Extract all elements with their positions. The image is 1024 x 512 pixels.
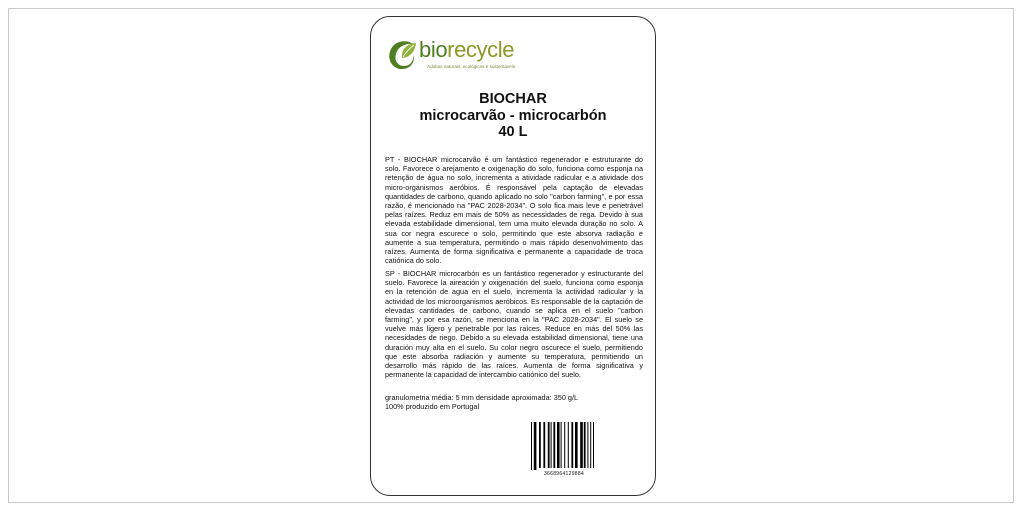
barcode-bar bbox=[557, 422, 560, 468]
barcode-bar bbox=[575, 422, 578, 468]
barcode-bar bbox=[561, 422, 562, 468]
product-volume: 40 L bbox=[498, 124, 528, 140]
barcode-bar bbox=[571, 422, 573, 468]
brand-tagline: Adubos naturais, ecológicos e sustentáveis bbox=[427, 64, 516, 69]
barcode-bar bbox=[587, 422, 588, 468]
barcode-bar bbox=[553, 422, 555, 468]
barcode-bar bbox=[543, 422, 545, 468]
description-pt: PT - BIOCHAR microcarvão é um fantástico regenerador e estruturante do solo. Favorece o arejamento e oxigenação do solo, funciona como esponja na retenção de água no solo, incrementa a atividade radicular e a atividade dos micro-organismos aeróbios. É responsável pela captação de elevadas quantidades de carbono, quando aplicado no solo "carbon farming", e por essa razão, é mencionado na "PAC 2028-2034". O solo fica mais leve e penetrável pelas raízes. Reduz em mais de 50% as necessidades de rega. Devido à sua elevada estabilidade dimensional, tem uma muito elevada duração no solo. A sua cor negra escurece o solo, permitindo que este absorva radiação e aumente a sua temperatura, permitindo o mais rápido desenvolvimento das raízes. Aumenta de forma significativa e permanente a capacidade de troca catiónica do solo. bbox=[385, 155, 643, 266]
brand-name bbox=[419, 37, 514, 63]
description-sp: SP - BIOCHAR microcarbón es un fantástico regenerador y estructurante del suelo. Favorece la aireación y oxigenación del suelo, funciona como esponja en la retención de agua en el suelo, incrementa la actividad radicular y la actividad de los microorganismos aeróbicos. Es responsable de la captación de elevadas cantidades de carbono, cuando se aplica en el suelo "carbon farming", y por esa razón, se menciona en la "PAC 2028-2034". El suelo se vuelve más ligero y penetrable por las raíces. Reduce en más del 50% las necesidades de riego. Debido a su elevada estabilidad dimensional, tiene una duración muy alta en el suelo. Su color negro oscurece el suelo, permitiendo que este absorba radiación y aumente su temperatura, permitiendo un desarrollo más rápido de las raíces. Aumenta de forma significativa y permanente la capacidad de intercambio catiónico del suelo. bbox=[385, 269, 643, 380]
barcode-bar bbox=[548, 422, 550, 468]
barcode-bar bbox=[534, 422, 537, 470]
barcode-bar bbox=[580, 422, 583, 468]
barcode-bar bbox=[593, 422, 594, 468]
spec-granulometry: granulometria média: 5 mm densidade aproximada: 350 g/L bbox=[385, 393, 579, 402]
barcode-bar bbox=[590, 422, 591, 468]
leaf-swirl-icon bbox=[386, 35, 418, 71]
product-subtitle: microcarvão - microcarbón bbox=[419, 107, 607, 124]
barcode bbox=[529, 422, 599, 470]
barcode-bar bbox=[568, 422, 569, 468]
barcode-number: 3668964129884 bbox=[543, 471, 585, 477]
product-title-block bbox=[371, 91, 655, 141]
barcode-bar bbox=[584, 422, 586, 468]
brand-name-part1: bio bbox=[419, 37, 448, 62]
brand-name-part2: recycle bbox=[447, 37, 515, 62]
barcode-bar bbox=[539, 422, 541, 468]
specs bbox=[385, 393, 643, 411]
barcode-bar bbox=[564, 422, 565, 468]
brand-logo bbox=[386, 35, 586, 75]
product-title: BIOCHAR bbox=[479, 91, 547, 107]
barcode-bar bbox=[531, 422, 532, 470]
product-label bbox=[370, 16, 656, 496]
spec-origin: 100% produzido em Portugal bbox=[385, 402, 480, 412]
barcode-bar bbox=[551, 422, 552, 468]
